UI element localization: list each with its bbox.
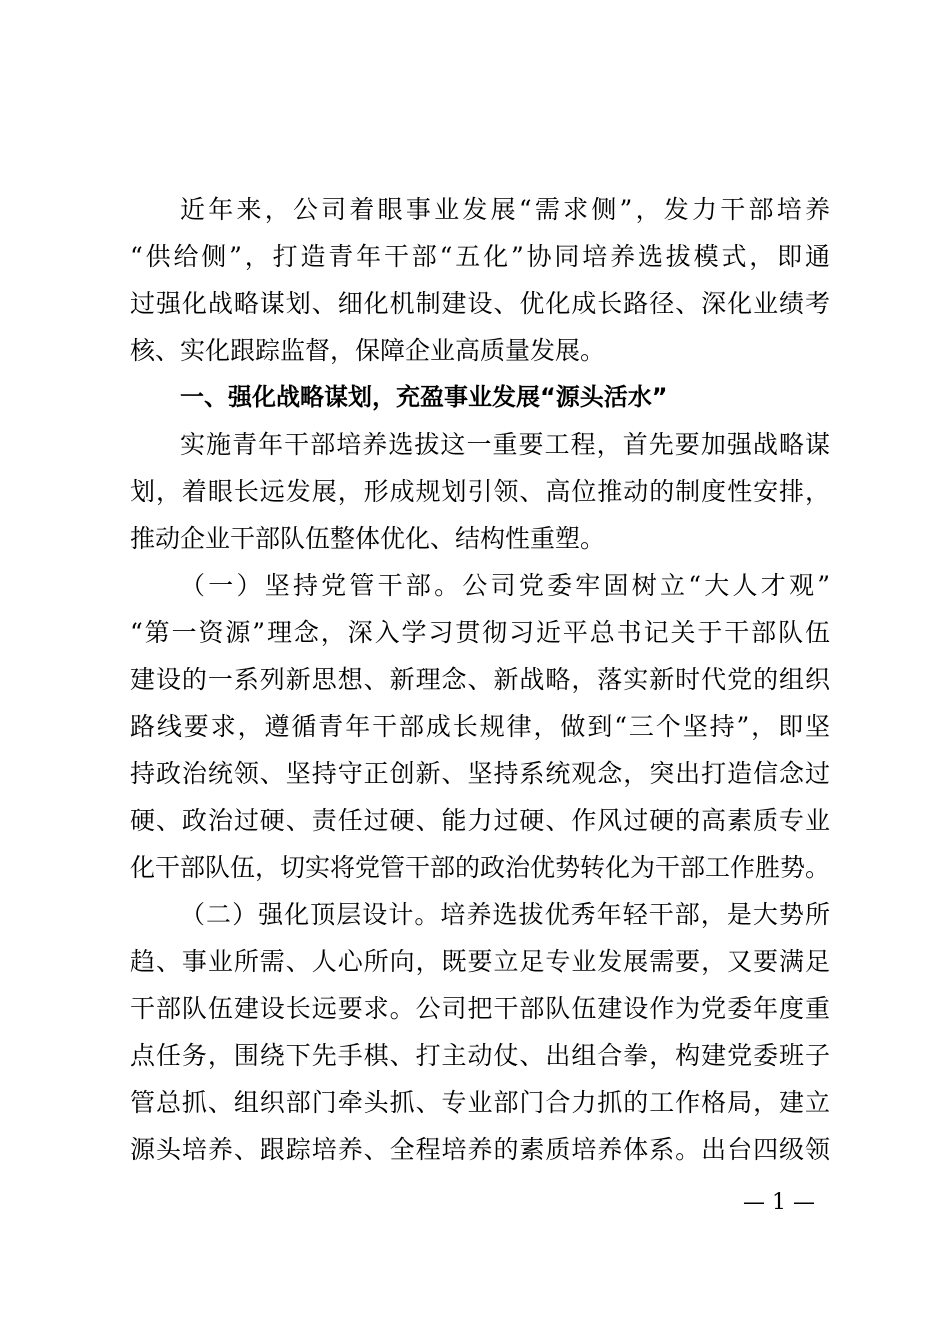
subsection1-line-5: 持政治统领、坚持守正创新、坚持系统观念，突出打造信念过: [130, 759, 830, 788]
subsection1-first-line: [180, 562, 830, 609]
subsection1-line-6: 硬、政治过硬、责任过硬、能力过硬、作风过硬的高素质专业: [130, 806, 830, 835]
subsection-title-2: （二）强化顶层设计。: [180, 900, 441, 929]
subsection2-line-6: 源头培养、跟踪培养、全程培养的素质培养体系。出台四级领: [130, 1135, 830, 1164]
subsection2-line-4: 点任务，围绕下先手棋、打主动仗、出组合拳，构建党委班子: [130, 1041, 830, 1070]
section-heading-1: 一、强化战略谋划，充盈事业发展“源头活水”: [180, 383, 668, 411]
intro-line-1: 近年来，公司着眼事业发展“需求侧”，发力干部培养: [180, 195, 830, 224]
page-number: — 1 —: [743, 1190, 815, 1215]
section1-line-3: 推动企业干部队伍整体优化、结构性重塑。: [130, 524, 606, 553]
subsection2-first-line: [180, 891, 830, 938]
subsection2-line-5: 管总抓、组织部门牵头抓、专业部门合力抓的工作格局，建立: [130, 1088, 830, 1117]
subsection1-line-4: 路线要求，遵循青年干部成长规律，做到“三个坚持”，即坚: [130, 712, 830, 741]
subsection2-first-line-text: 培养选拔优秀年轻干部，是大势所: [440, 900, 830, 929]
subsection-title-1: （一）坚持党管干部。: [180, 571, 463, 600]
subsection2-line-3: 干部队伍建设长远要求。公司把干部队伍建设作为党委年度重: [130, 994, 830, 1023]
section1-line-2: 划，着眼长远发展，形成规划引领、高位推动的制度性安排，: [130, 477, 830, 506]
subsection1-first-line-text: 公司党委牢固树立“大人才观”: [462, 571, 830, 600]
subsection1-line-3: 建设的一系列新思想、新理念、新战略，落实新时代党的组织: [130, 665, 830, 694]
subsection1-line-7: 化干部队伍，切实将党管干部的政治优势转化为干部工作胜势。: [130, 853, 830, 882]
subsection1-line-2: “第一资源”理念，深入学习贯彻习近平总书记关于干部队伍: [130, 618, 830, 647]
intro-line-2: “供给侧”，打造青年干部“五化”协同培养选拔模式，即通: [130, 242, 830, 271]
intro-line-3: 过强化战略谋划、细化机制建设、优化成长路径、深化业绩考: [130, 289, 830, 318]
section1-line-1: 实施青年干部培养选拔这一重要工程，首先要加强战略谋: [180, 430, 830, 459]
subsection2-line-2: 趋、事业所需、人心所向，既要立足专业发展需要，又要满足: [130, 947, 830, 976]
intro-line-4: 核、实化跟踪监督，保障企业高质量发展。: [130, 336, 606, 365]
